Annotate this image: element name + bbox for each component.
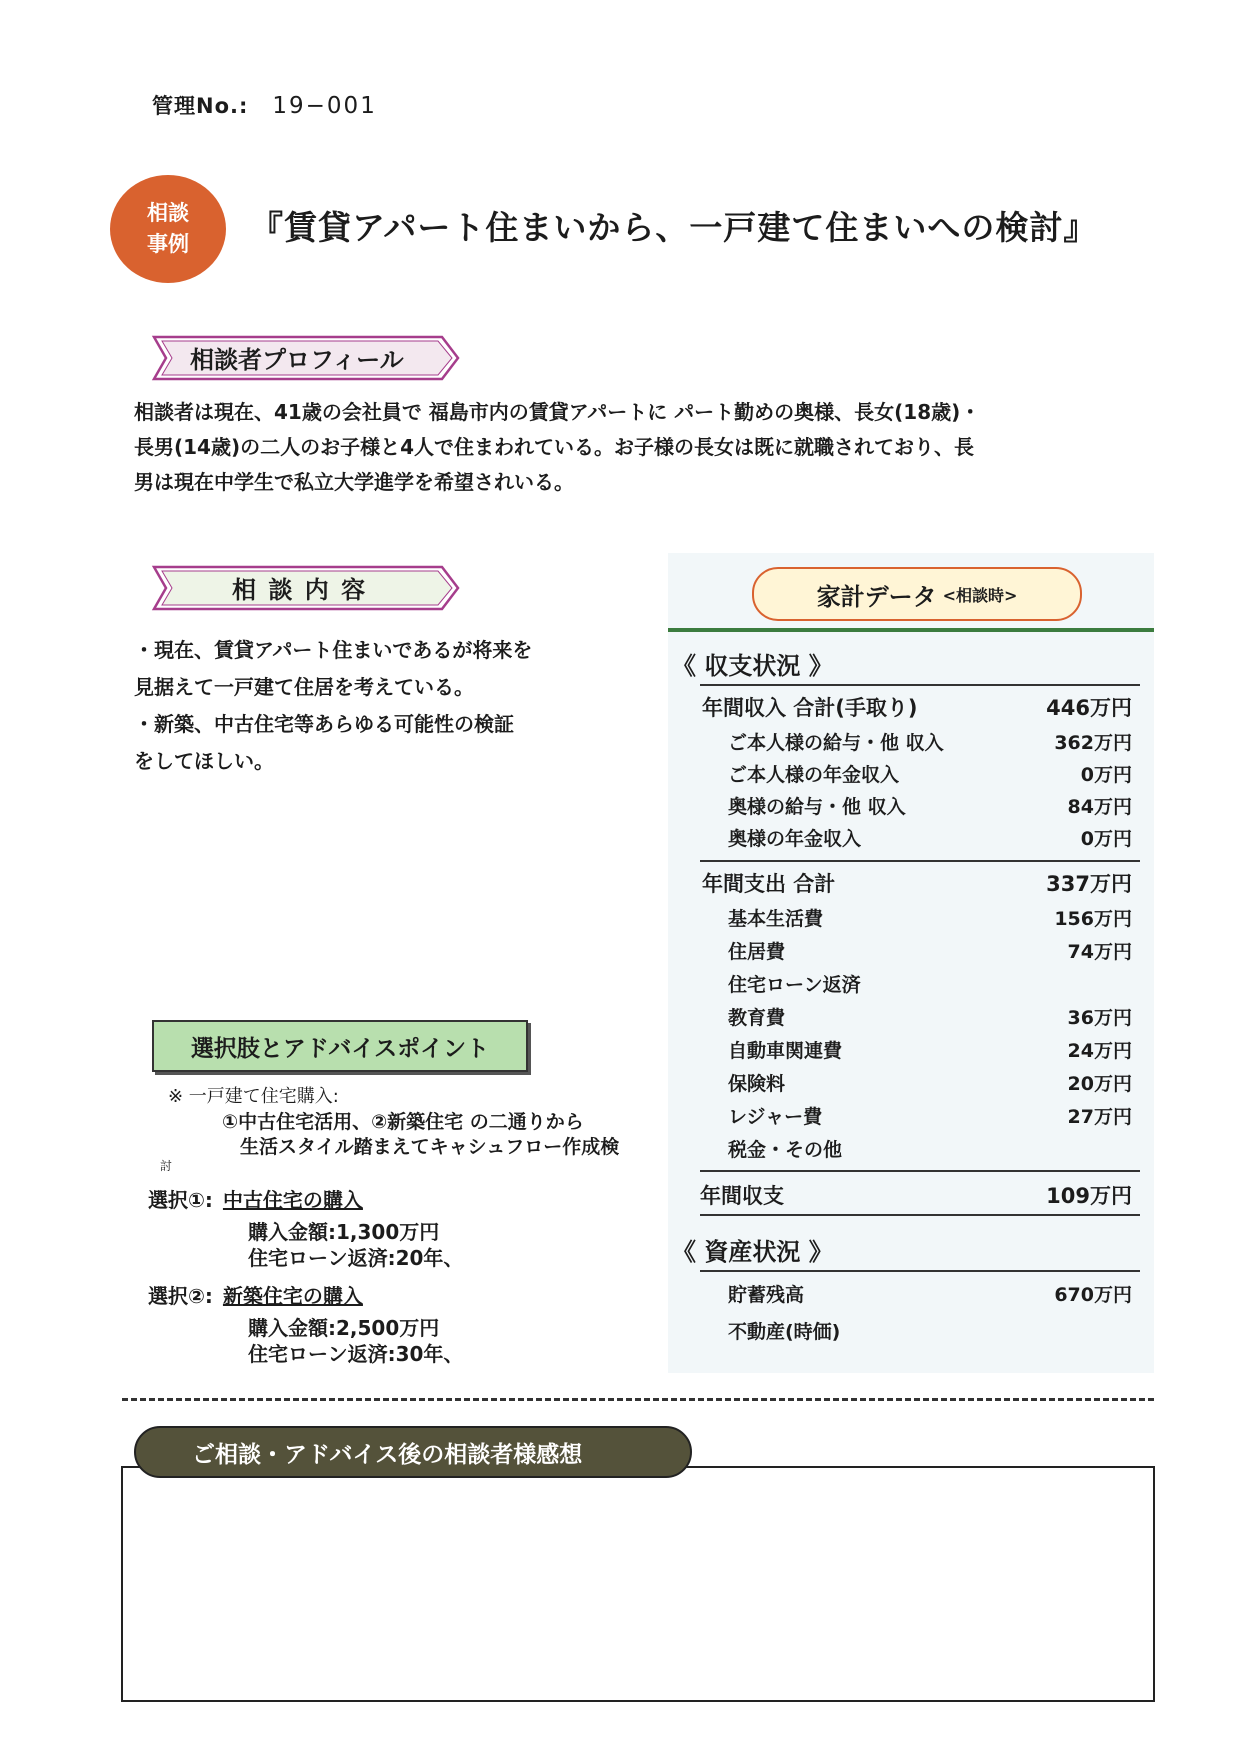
income-item-value: 0万円 (1080, 828, 1132, 850)
finance-heading-sub: <相談時> (942, 585, 1018, 605)
case-badge (110, 175, 226, 283)
profile-line-1: 相談者は現在、41歳の会社員で 福島市内の賃貸アパートに パート勤めの奥様、長女(18歳)・ (134, 400, 981, 424)
profile-heading (152, 335, 460, 379)
expense-item-row (668, 904, 1154, 934)
page-title: 『賃貸アパート住まいから、一戸建て住まいへの検討』 (250, 208, 1098, 247)
asset-item-row (668, 1317, 1154, 1347)
income-item-label: 奥様の給与・他 収入 (728, 796, 906, 818)
advice-heading: 選択肢とアドバイスポイント (152, 1020, 528, 1072)
expense-item-label: 自動車関連費 (728, 1040, 843, 1062)
asset-item-label: 不動産(時価) (728, 1321, 841, 1343)
finance-heading-text: 家計データ (816, 582, 937, 611)
balance-value: 109万円 (1046, 1184, 1132, 1208)
expense-total-value: 337万円 (1046, 872, 1132, 896)
rule (700, 684, 1140, 686)
advice-options-line-3: 討 (160, 1159, 173, 1173)
expense-item-row (668, 970, 1154, 1000)
expense-item-label: 保険料 (728, 1073, 786, 1095)
management-label: 管理No.: (152, 94, 249, 118)
expense-item-row (668, 1003, 1154, 1033)
expense-item-label: レジャー費 (728, 1106, 823, 1128)
management-number (152, 90, 377, 120)
expense-item-value: 20万円 (1067, 1073, 1132, 1095)
choice-2-title: 新築住宅の購入 (222, 1284, 363, 1308)
advice-options-line: ①中古住宅活用、②新築住宅 の二通りから (222, 1111, 584, 1133)
income-item-value: 0万円 (1080, 764, 1132, 786)
badge-line-1: 相談 (147, 201, 189, 225)
expense-item-value: 27万円 (1067, 1106, 1132, 1128)
income-item-label: 奥様の年金収入 (728, 828, 862, 850)
expense-item-row (668, 1036, 1154, 1066)
rule (700, 1214, 1140, 1216)
asset-item-value: 670万円 (1054, 1284, 1132, 1306)
income-item-value: 84万円 (1067, 796, 1132, 818)
profile-text (134, 395, 1134, 500)
expense-item-value: 156万円 (1054, 908, 1132, 930)
expense-item-value: 74万円 (1067, 941, 1132, 963)
profile-line-3: 男は現在中学生で私立大学進学を希望されいる。 (134, 470, 574, 494)
expense-item-label: 住居費 (728, 941, 786, 963)
income-item-row (668, 760, 1154, 790)
asset-item-row (668, 1280, 1154, 1310)
balance-row (668, 1180, 1154, 1210)
rule (700, 1170, 1140, 1172)
consultation-heading-text: 相 談 内 容 (232, 575, 368, 604)
consultation-line-2: 見据えて一戸建て住居を考えている。 (134, 675, 474, 699)
income-total-row (668, 692, 1154, 722)
expense-item-row (668, 1069, 1154, 1099)
expense-item-row (668, 1135, 1154, 1165)
finance-heading (752, 567, 1082, 621)
consultation-heading (152, 565, 460, 609)
impressions-heading: ご相談・アドバイス後の相談者様感想 (134, 1426, 692, 1478)
choice-2 (148, 1280, 363, 1309)
badge-line-2: 事例 (147, 232, 189, 256)
expense-item-label: 住宅ローン返済 (728, 974, 861, 996)
consultation-line-4: をしてほしい。 (134, 749, 274, 773)
advice-truncated-line: ※ 一戸建て住宅購入: (168, 1086, 339, 1107)
profile-heading-text: 相談者プロフィール (190, 345, 404, 374)
choice-1 (148, 1184, 363, 1213)
income-item-row (668, 792, 1154, 822)
choice-2-label: 選択②: (148, 1284, 213, 1308)
asset-section-title: 《 資産状況 》 (672, 1238, 833, 1266)
consultation-line-1: ・現在、賃貸アパート住まいであるが将来を (134, 638, 533, 662)
consultation-line-3: ・新築、中古住宅等あらゆる可能性の検証 (134, 712, 514, 736)
finance-divider (668, 628, 1154, 632)
management-value: 19−001 (272, 93, 377, 119)
income-total-label: 年間収入 合計(手取り) (702, 696, 918, 720)
expense-item-label: 基本生活費 (728, 908, 824, 930)
impressions-box (121, 1466, 1155, 1702)
rule (700, 1270, 1140, 1272)
expense-total-row (668, 868, 1154, 898)
income-item-row (668, 824, 1154, 854)
choice-1-title: 中古住宅の購入 (222, 1188, 363, 1212)
income-item-label: ご本人様の年金収入 (728, 764, 900, 786)
expense-item-value: 36万円 (1067, 1007, 1132, 1029)
income-item-label: ご本人様の給与・他 収入 (728, 732, 944, 754)
choice-1-loan: 住宅ローン返済:20年、 (248, 1246, 464, 1270)
choice-1-price: 購入金額:1,300万円 (248, 1220, 440, 1244)
income-total-value: 446万円 (1046, 696, 1132, 720)
expense-item-label: 教育費 (728, 1007, 786, 1029)
expense-item-label: 税金・その他 (728, 1139, 843, 1161)
dashed-divider (122, 1398, 1154, 1401)
advice-options-line-2: 生活スタイル踏まえてキャシュフロー作成検 (240, 1136, 620, 1158)
asset-item-label: 貯蓄残高 (728, 1284, 805, 1306)
expense-item-row (668, 937, 1154, 967)
expense-total-label: 年間支出 合計 (702, 872, 836, 896)
expense-item-row (668, 1102, 1154, 1132)
choice-2-loan: 住宅ローン返済:30年、 (248, 1342, 464, 1366)
expense-item-value: 24万円 (1067, 1040, 1132, 1062)
income-item-row (668, 728, 1154, 758)
profile-line-2: 長男(14歳)の二人のお子様と4人で住まわれている。お子様の長女は既に就職されており、長 (134, 435, 975, 459)
income-section-title: 《 収支状況 》 (672, 652, 833, 680)
choice-2-price: 購入金額:2,500万円 (248, 1316, 440, 1340)
income-item-value: 362万円 (1054, 732, 1132, 754)
rule (700, 860, 1140, 862)
consultation-text (134, 632, 532, 780)
balance-label: 年間収支 (700, 1184, 784, 1208)
choice-1-label: 選択①: (148, 1188, 213, 1212)
